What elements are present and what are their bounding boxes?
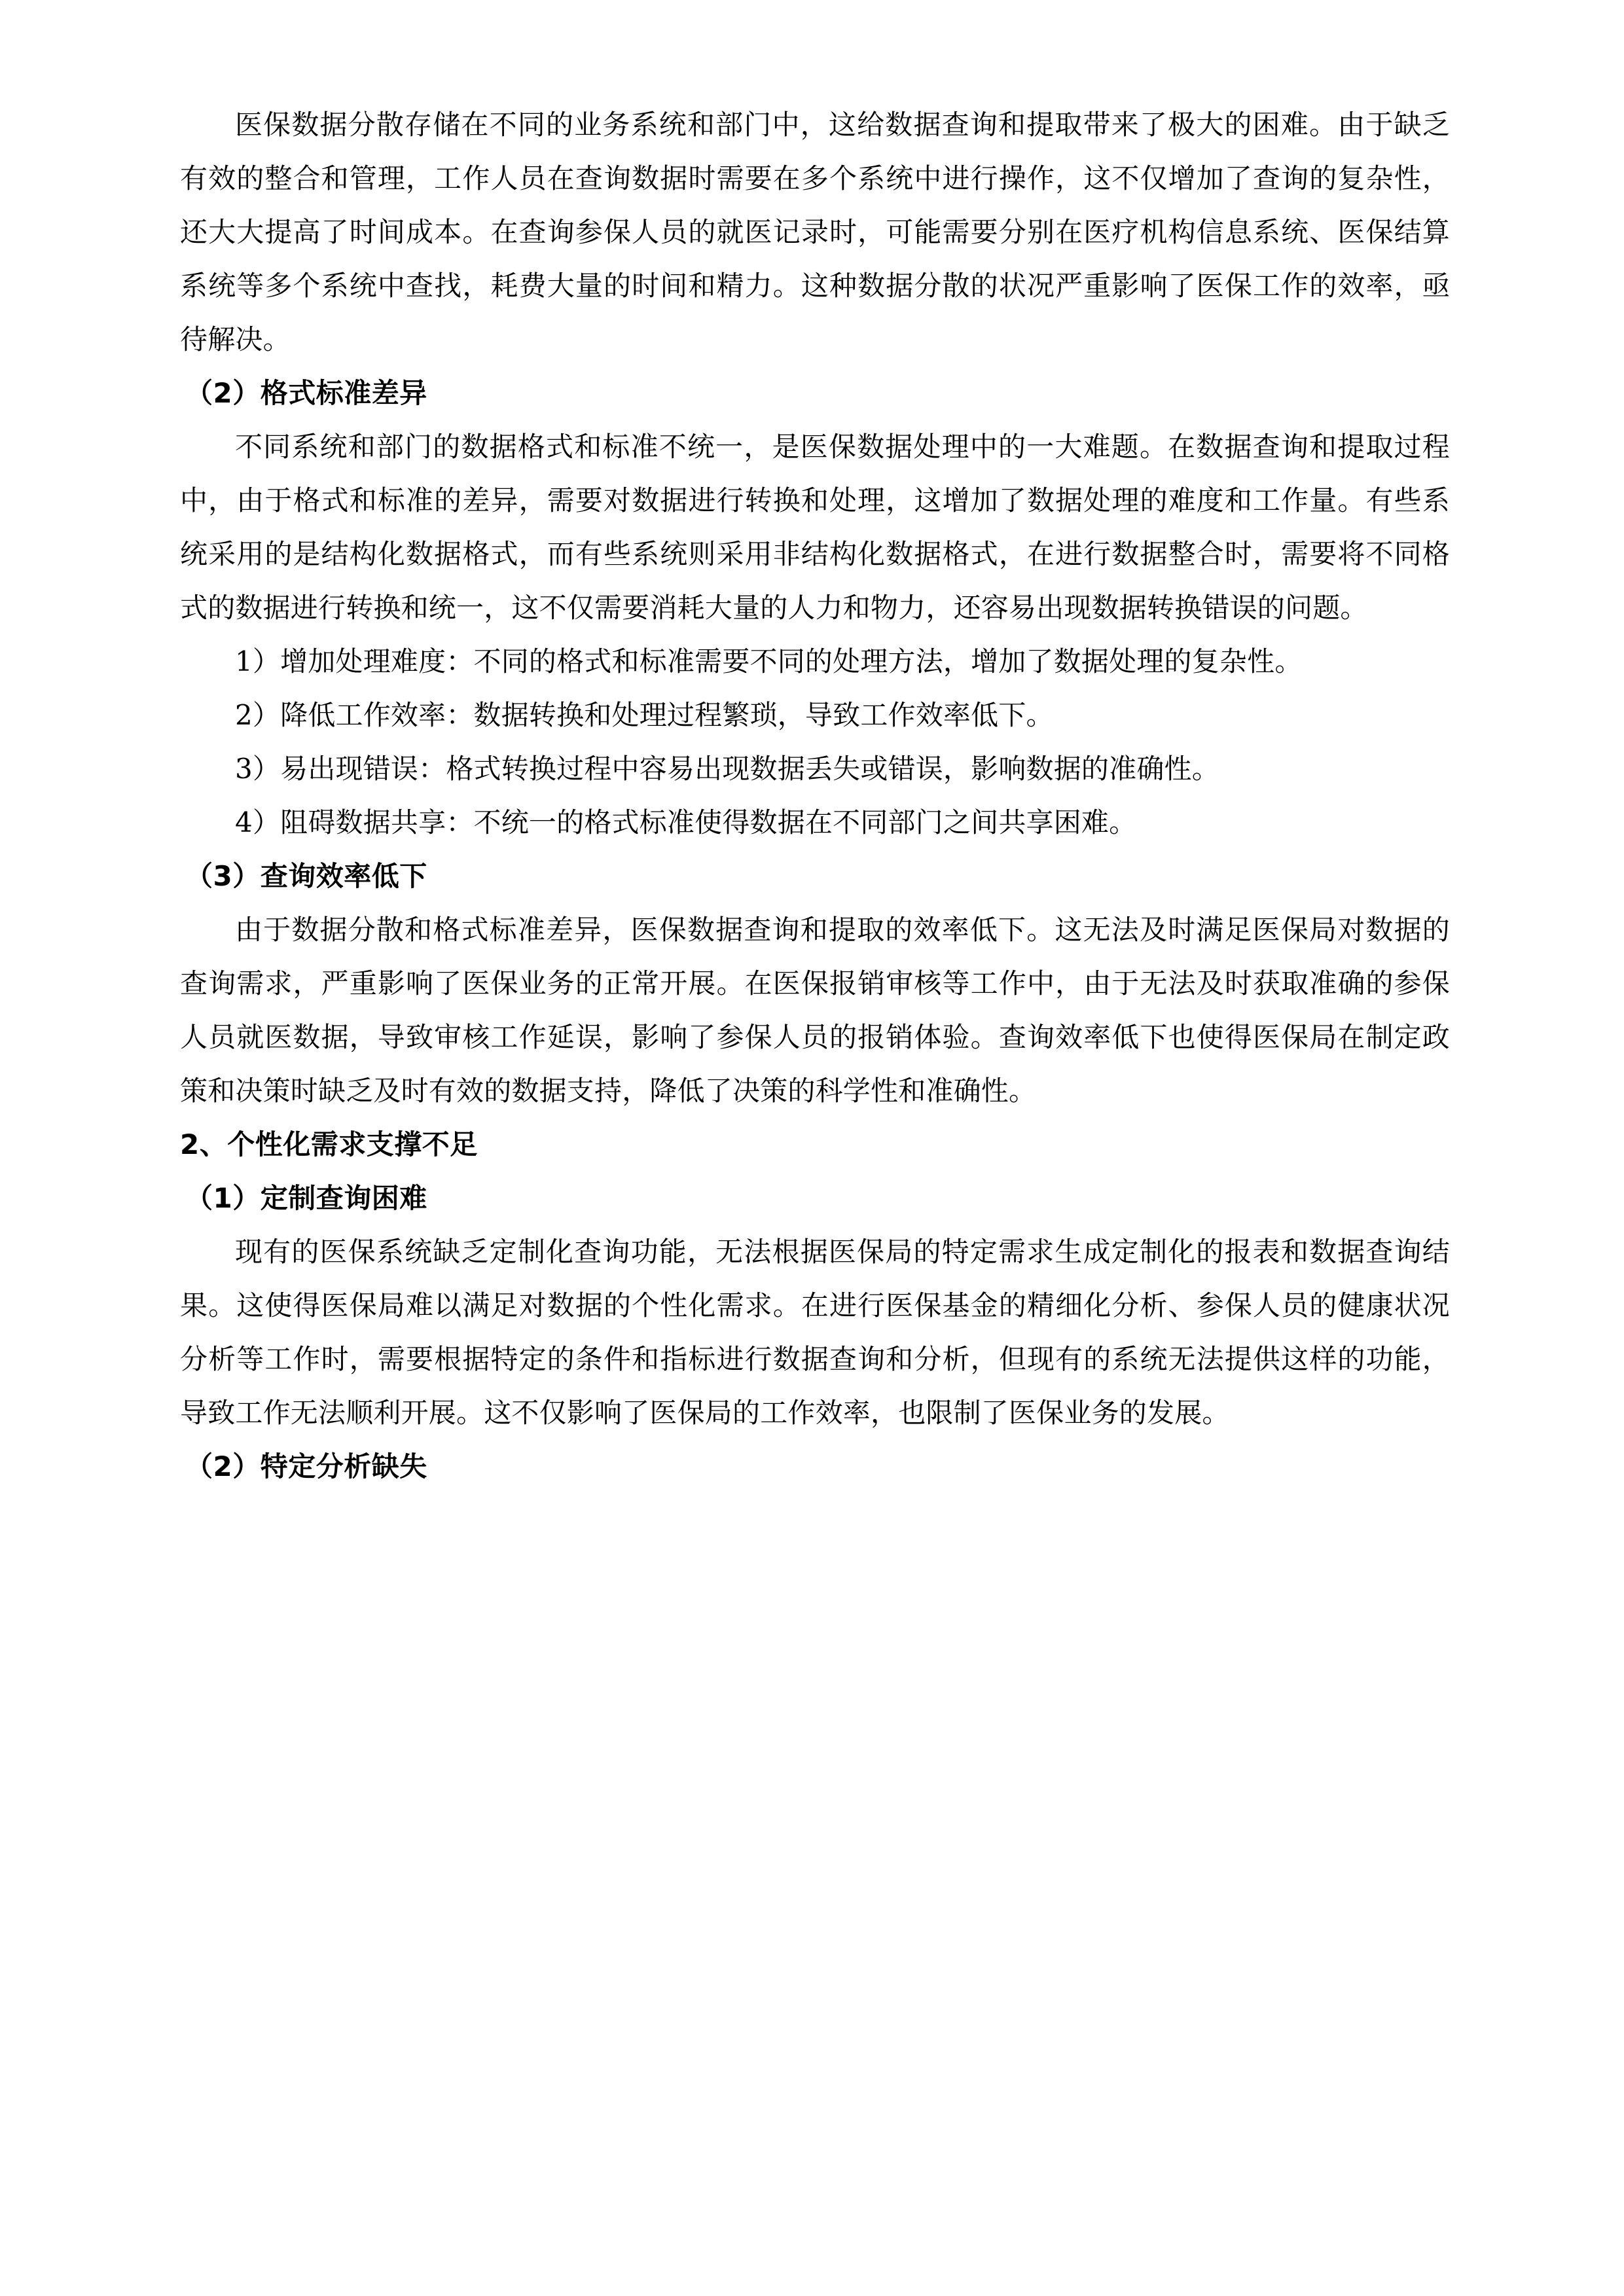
heading-specific-analysis-missing: （2）特定分析缺失	[185, 1450, 427, 1482]
list-item-reduce-work-efficiency: 2）降低工作效率：数据转换和处理过程繁琐，导致工作效率低下。	[235, 699, 1054, 731]
heading-personalized-demand-support-insufficient: 2、个性化需求支撑不足	[180, 1128, 478, 1160]
heading-format-standard-difference: （2）格式标准差异	[185, 377, 427, 409]
paragraph-custom-query-difficult: 现有的医保系统缺乏定制化查询功能，无法根据医保局的特定需求生成定制化的报表和数据查询结果。这使得医保局难以满足对数据的个性化需求。在进行医保基金的精细化分析、参保人员的健康状况分析等工作时，需要根据特定的条件和指标进行数据查询和分析，但现有的系统无法提供这样的功能，导致工作无法顺利开展。这不仅影响了医保局的工作效率，也限制了医保业务的发展。	[180, 1236, 1450, 1429]
document-body	[180, 98, 1450, 1494]
paragraph-query-efficiency-low: 由于数据分散和格式标准差异，医保数据查询和提取的效率低下。这无法及时满足医保局对数据的查询需求，严重影响了医保业务的正常开展。在医保报销审核等工作中，由于无法及时获取准确的参保人员就医数据，导致审核工作延误，影响了参保人员的报销体验。查询效率低下也使得医保局在制定政策和决策时缺乏及时有效的数据支持，降低了决策的科学性和准确性。	[180, 914, 1450, 1107]
list-item-hinder-data-sharing: 4）阻碍数据共享：不统一的格式标准使得数据在不同部门之间共享困难。	[235, 806, 1137, 838]
list-item-increase-processing-difficulty: 1）增加处理难度：不同的格式和标准需要不同的处理方法，增加了数据处理的复杂性。	[235, 645, 1303, 677]
heading-query-efficiency-low: （3）查询效率低下	[185, 860, 427, 892]
paragraph-data-dispersed: 医保数据分散存储在不同的业务系统和部门中，这给数据查询和提取带来了极大的困难。由于缺乏有效的整合和管理，工作人员在查询数据时需要在多个系统中进行操作，这不仅增加了查询的复杂性，还大大提高了时间成本。在查询参保人员的就医记录时，可能需要分别在医疗机构信息系统、医保结算系统等多个系统中查找，耗费大量的时间和精力。这种数据分散的状况严重影响了医保工作的效率，亟待解决。	[180, 109, 1450, 355]
list-item-error-prone: 3）易出现错误：格式转换过程中容易出现数据丢失或错误，影响数据的准确性。	[235, 753, 1219, 785]
heading-custom-query-difficult: （1）定制查询困难	[185, 1182, 427, 1214]
paragraph-format-standard-difference: 不同系统和部门的数据格式和标准不统一，是医保数据处理中的一大难题。在数据查询和提取过程中，由于格式和标准的差异，需要对数据进行转换和处理，这增加了数据处理的难度和工作量。有些系统采用的是结构化数据格式，而有些系统则采用非结构化数据格式，在进行数据整合时，需要将不同格式的数据进行转换和统一，这不仅需要消耗大量的人力和物力，还容易出现数据转换错误的问题。	[180, 431, 1450, 624]
